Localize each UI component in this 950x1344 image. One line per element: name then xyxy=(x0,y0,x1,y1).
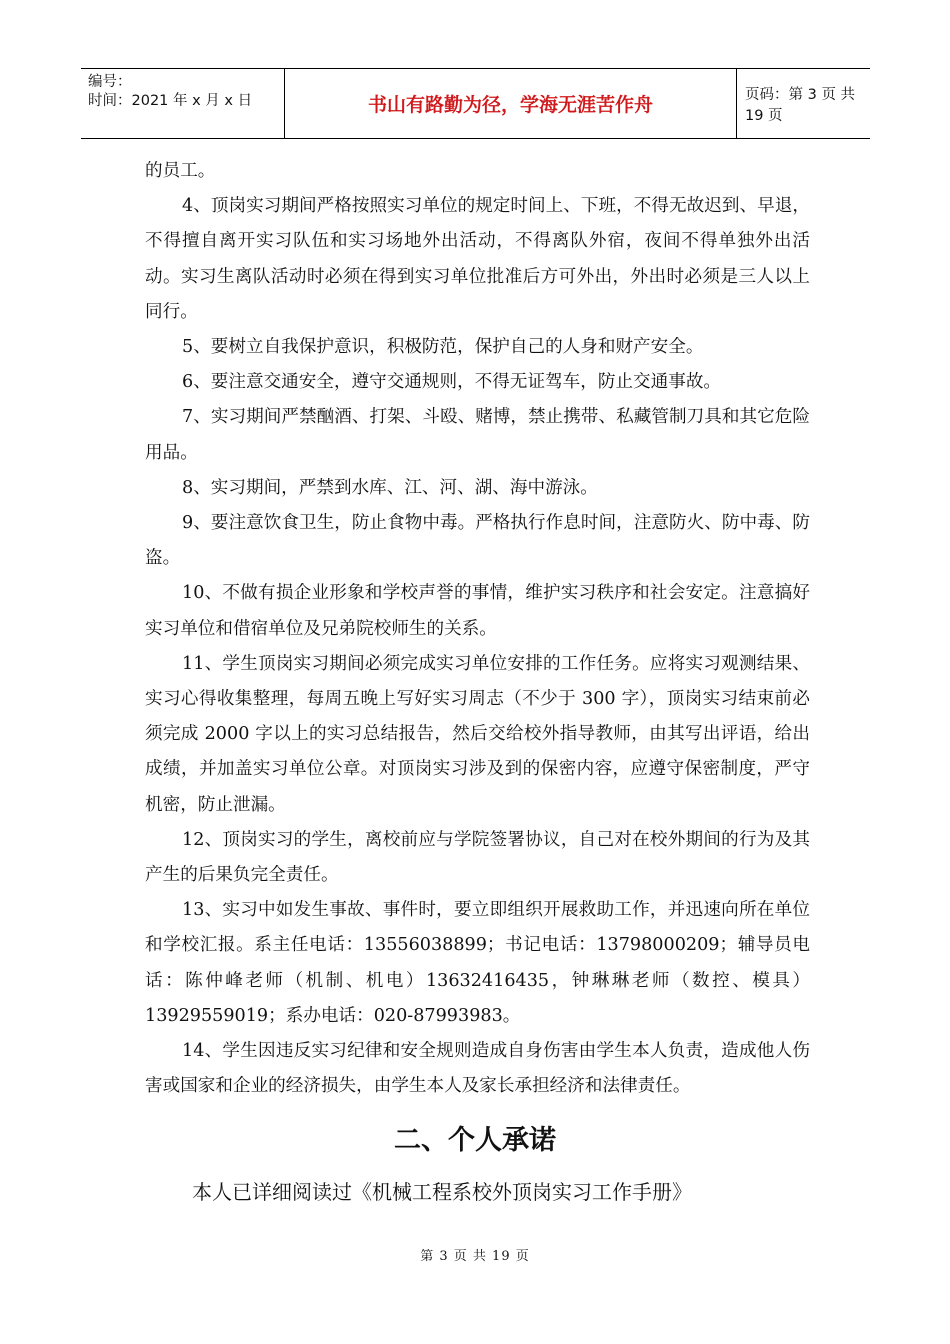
header-page-info: 页码：第 3 页 共 19 页 xyxy=(745,86,856,124)
rule-10: 10、不做有损企业形象和学校声誉的事情，维护实习秩序和社会安定。注意搞好实习单位和借宿单位及兄弟院校师生的关系。 xyxy=(145,583,810,639)
rule-9: 9、要注意饮食卫生，防止食物中毒。严格执行作息时间，注意防火、防中毒、防盗。 xyxy=(145,513,810,569)
rule-13: 13、实习中如发生事故、事件时，要立即组织开展救助工作，并迅速向所在单位和学校汇报。系主任电话：13556038899；书记电话：13798000209；辅导员电话：陈仲峰老师（机制、机电）13632416435，钟琳琳老师（数控、模具）13929559019；系办电话：020-87993983。 xyxy=(145,900,810,1026)
rule-11: 11、学生顶岗实习期间必须完成实习单位安排的工作任务。应将实习观测结果、实习心得收集整理，每周五晚上写好实习周志（不少于 300 字），顶岗实习结束前必须完成 2000 字以上的实习总结报告，然后交给校外指导教师，由其写出评语，给出成绩，并加盖实习单位公章。对顶岗实习涉及到的保密内容，应遵守保密制度，严守机密，防止泄漏。 xyxy=(145,653,810,815)
document-body xyxy=(145,154,810,1104)
rule-8: 8、实习期间，严禁到水库、江、河、湖、海中游泳。 xyxy=(182,477,598,498)
rule-14: 14、学生因违反实习纪律和安全规则造成自身伤害由学生本人负责，造成他人伤害或国家和企业的经济损失，由学生本人及家长承担经济和法律责任。 xyxy=(145,1041,810,1097)
number-label: 编号： xyxy=(88,74,132,90)
rule-6: 6、要注意交通安全，遵守交通规则，不得无证驾车，防止交通事故。 xyxy=(182,372,722,393)
page-footer: 第 3 页 共 19 页 xyxy=(420,1249,530,1264)
header-motto: 书山有路勤为径，学海无涯苦作舟 xyxy=(284,69,737,138)
time-label: 时间：2021 年 x 月 x 日 xyxy=(88,93,253,109)
rule-7: 7、实习期间严禁酗酒、打架、斗殴、赌博，禁止携带、私藏管制刀具和其它危险用品。 xyxy=(145,407,810,463)
commitment-line: 本人已详细阅读过《机械工程系校外顶岗实习工作手册》 xyxy=(192,1180,692,1204)
rule-12: 12、顶岗实习的学生，离校前应与学院签署协议，自己对在校外期间的行为及其产生的后果负完全责任。 xyxy=(145,829,810,886)
header-meta xyxy=(81,69,284,138)
section-title: 二、个人承诺 xyxy=(394,1125,556,1156)
paragraph-continuation: 的员工。 xyxy=(145,161,216,181)
rule-5: 5、要树立自我保护意识，积极防范，保护自己的人身和财产安全。 xyxy=(182,337,704,358)
page-header xyxy=(81,68,870,139)
rule-4: 4、顶岗实习期间严格按照实习单位的规定时间上、下班，不得无故迟到、早退，不得擅自离开实习队伍和实习场地外出活动，不得离队外宿，夜间不得单独外出活动。实习生离队活动时必须在得到实习单位批准后方可外出，外出时必须是三人以上同行。 xyxy=(145,196,810,322)
